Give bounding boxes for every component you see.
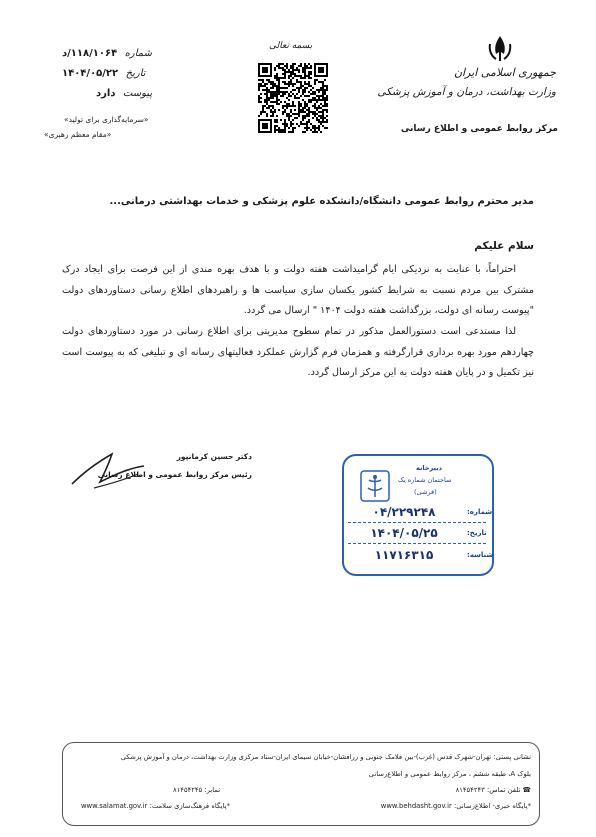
- stamp-date-label: تاریخ:: [467, 529, 487, 537]
- footer-portal-health-label: *پایگاه خبری- اطلاع‌رسانی:: [453, 802, 531, 810]
- attachment-row: [96, 88, 152, 99]
- stamp-building-note: (قرشی): [414, 488, 437, 496]
- footer-portal-health-url[interactable]: www.behdasht.gov.ir: [380, 802, 452, 810]
- registry-stamp: [342, 454, 494, 576]
- iran-emblem-icon: [486, 34, 514, 64]
- letter-paragraph-2: لذا مستدعی است دستورالعمل مذکور در تمام سطوح مدیریتی برای اطلاع رسانی در مورد دستاوردهای دولت چهاردهم مورد بهره برداری قرارگرفته و همزمان فرم گزارش عملکرد فعالیتهای رسانه ای و تبلیغی که به پیوست است نیز تکمیل و در پایان هفته دولت به این مرکز ارسال گردد.: [62, 326, 534, 378]
- signer-title: رئیس مرکز روابط عمومی و اطلاع رسانی: [97, 470, 252, 479]
- recipient-line: مدیر محترم روابط عمومی دانشگاه/دانشکده علوم پزشکی و خدمات بهداشتی درمانی...: [109, 196, 534, 207]
- salutation: سلام علیکم: [474, 240, 534, 252]
- footer-phone: [456, 786, 531, 794]
- footer-address-line-1: نشانی پستی: تهران-شهرک قدس (غرب)-بین فلامک جنوبی و زرافشان-خیابان سیمای ایران-ستاد مرکزی وزارت بهداشت، درمان و آموزش پزشکی: [120, 753, 531, 761]
- attachment-value: دارد: [96, 88, 116, 99]
- stamp-id-value: ۱۱۷۱۶۳۱۵: [374, 548, 434, 562]
- footer-fax: نمابر: ۸۱۴۵۴۲۴۵: [173, 786, 221, 794]
- footer-portal-health: [381, 802, 531, 810]
- footer-portal-culture: [81, 802, 230, 810]
- letter-date-label: تاریخ: [125, 68, 146, 79]
- stamp-office: دبیرخانه: [416, 464, 442, 472]
- slogan-leader: «مقام معظم رهبری»: [44, 130, 112, 139]
- attachment-label: پیوست: [122, 88, 153, 99]
- qr-code-icon: [258, 63, 328, 133]
- signer-name: دکتر حسین کرمانپور: [176, 452, 252, 461]
- footer-phone-text: تلفن تماس: ۸۱۴۵۴۲۴۳: [455, 786, 521, 794]
- letter-number-row: [62, 48, 152, 59]
- footer-box: [62, 742, 540, 826]
- phone-icon: ☎: [522, 786, 531, 794]
- slogan-year: «سرمایه‌گذاری برای تولید»: [64, 115, 149, 124]
- center-name: مرکز روابط عمومی و اطلاع رسانی: [400, 124, 558, 134]
- letter-date-value: ۱۴۰۴/۰۵/۲۲: [62, 68, 119, 79]
- stamp-divider-2: [348, 543, 486, 544]
- stamp-id-label: شناسه:: [467, 551, 494, 559]
- letter-number-value: ۱۱۸/۱۰۶۴/د: [62, 48, 118, 59]
- stamp-number-label: شماره:: [467, 508, 493, 516]
- footer-address-line-2: بلوک A، طبقه ششم ، مرکز روابط عمومی و اطلاع‌رسانی: [368, 770, 531, 778]
- stamp-number-value: ۰۴/۲۲۹۲۴۸: [372, 505, 436, 519]
- ministry-line-2: وزارت بهداشت، درمان و آموزش پزشکی: [377, 86, 556, 98]
- stamp-date-value: ۱۴۰۴/۰۵/۲۵: [370, 526, 438, 540]
- letter-date-row: [62, 68, 146, 79]
- letter-paragraph-1: احتراماً، با عنایت به نزدیکی ایام گرامیداشت هفته دولت و با هدف بهره مندی از این فرصت برای ایجاد درک مشترک بین مردم نسبت به شرایط کشور یکسان سازی سیاست ها و راهبردهای اطلاع رسانی دستاوردهای دولت "پیوست رسانه ای دولت، بزرگداشت هفته دولت ۱۴۰۴ " ارسال می گردد.: [62, 264, 534, 316]
- ministry-logo-icon: [360, 470, 390, 502]
- letter-number-label: شماره: [124, 48, 152, 59]
- footer-portal-culture-label: *پایگاه فرهنگ‌سازی سلامت:: [149, 802, 230, 810]
- stamp-building: ساختمان شماره یک: [398, 476, 452, 484]
- ministry-line-1: جمهوری اسلامی ایران: [453, 66, 556, 79]
- bismillah: بسمه تعالی: [269, 41, 313, 51]
- stamp-divider-1: [348, 522, 486, 523]
- footer-portal-culture-url[interactable]: www.salamat.gov.ir: [81, 802, 148, 810]
